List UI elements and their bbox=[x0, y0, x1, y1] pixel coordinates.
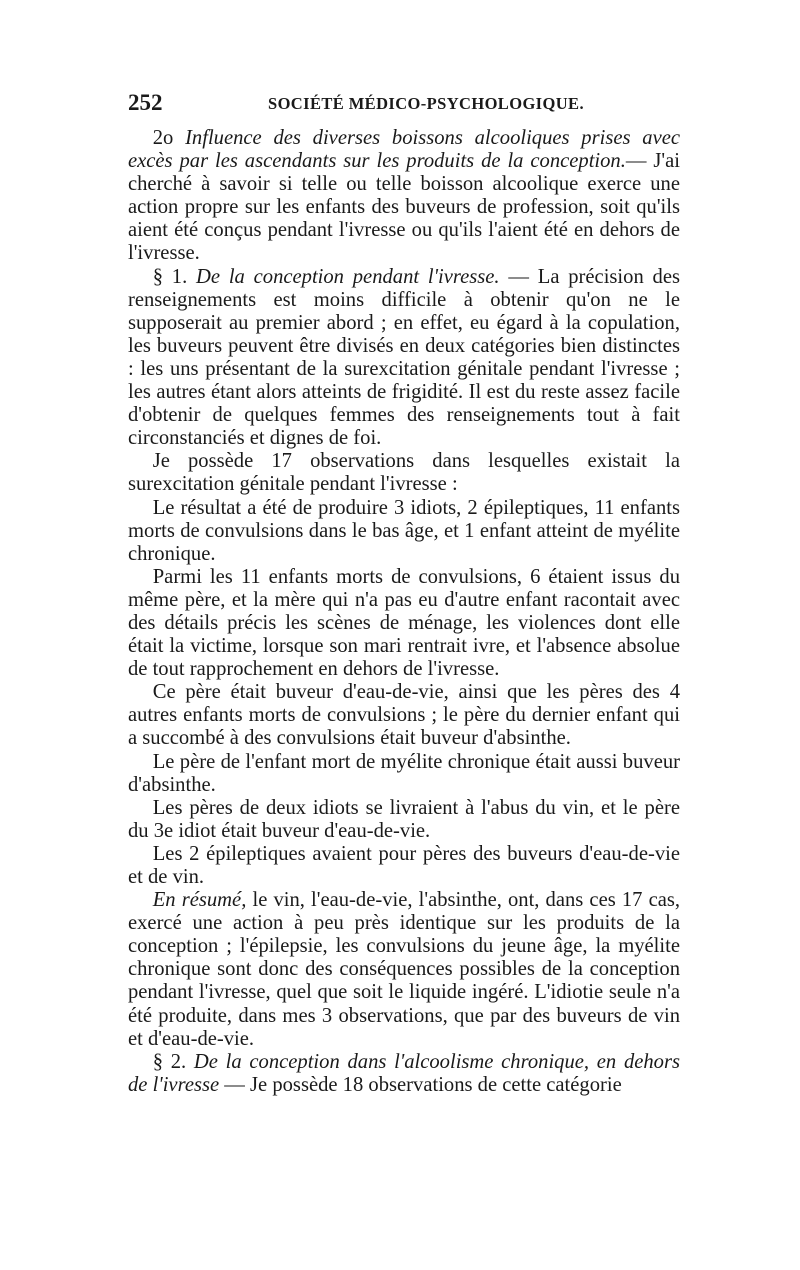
paragraph-resume bbox=[128, 889, 680, 1051]
paragraph-text: — La précision des renseignements est moins difficile à obtenir qu'on ne le supposerait au premier abord ; en effet, eu égard à la copulation, les buveurs peuvent être divisés en deux catégories bien distinctes : les uns présentant de la surexcitation génitale pendant l'ivresse ; les autres étant alors atteints de frigidité. Il est du reste assez facile d'obtenir de quelques femmes des renseignements tout à fait circonstanciés et dignes de foi. bbox=[128, 265, 680, 450]
paragraph-resultat: Le résultat a été de produire 3 idiots, 2 épileptiques, 11 enfants morts de convulsions dans le bas âge, et 1 enfant atteint de myélite chronique. bbox=[128, 496, 680, 565]
paragraph-influence bbox=[128, 127, 680, 266]
subsection-heading: De la conception dans l'alcoolisme chronique, en dehors de l'ivresse bbox=[128, 1050, 680, 1096]
paragraph-idiots: Les pères de deux idiots se livraient à l'abus du vin, et le père du 3e idiot était buveur d'eau-de-vie. bbox=[128, 796, 680, 842]
paragraph-text: le vin, l'eau-de-vie, l'absinthe, ont, dans ces 17 cas, exercé une action à peu près identique sur les produits de la conception ; l'épilepsie, les convulsions du jeune âge, la myélite chronique sont donc des conséquences possibles de la conception pendant l'ivresse, quel que soit le liquide ingéré. L'idiotie seule n'a été produite, dans mes 3 observations, que par des buveurs de vin et d'eau-de-vie. bbox=[128, 889, 681, 1050]
paragraph-alcoolisme-chronique bbox=[128, 1051, 680, 1097]
subsection-number: § 2. bbox=[152, 1050, 194, 1073]
paragraph-convulsions: Parmi les 11 enfants morts de convulsions, 6 étaient issus du même père, et la mère qui n'a pas eu d'autre enfant racontait avec des détails précis les scènes de ménage, les violences dont elle était la victime, lorsque son mari rentrait ivre, et l'absence absolue de tout rapprochement en dehors de l'ivresse. bbox=[128, 565, 680, 681]
body-text bbox=[128, 127, 680, 1097]
paragraph-epileptiques: Les 2 épileptiques avaient pour pères des buveurs d'eau-de-vie et de vin. bbox=[128, 842, 680, 888]
paragraph-observations: Je possède 17 observations dans lesquelles existait la surexcitation génitale pendant l'ivresse : bbox=[128, 450, 680, 496]
subsection-number: § 1. bbox=[152, 265, 197, 288]
page-number: 252 bbox=[128, 90, 163, 115]
section-number: 2o bbox=[152, 127, 186, 149]
paragraph-text: — Je possède 18 observations de cette catégorie bbox=[219, 1073, 622, 1096]
paragraph-text: — J'ai cherché à savoir si telle ou telle boisson alcoolique exerce une action propre sur les enfants des buveurs de profession, soit qu'ils aient été conçus pendant l'ivresse ou qu'ils l'aient été en dehors de l'ivresse. bbox=[128, 150, 680, 265]
paragraph-myelite: Le père de l'enfant mort de myélite chronique était aussi buveur d'absinthe. bbox=[128, 750, 680, 796]
paragraph-conception-ivresse bbox=[128, 266, 680, 451]
resume-lead: En résumé, bbox=[152, 889, 247, 912]
running-title: SOCIÉTÉ MÉDICO-PSYCHOLOGIQUE. bbox=[268, 94, 584, 113]
paragraph-pere-buveur: Ce père était buveur d'eau-de-vie, ainsi que les pères des 4 autres enfants morts de convulsions ; le père du dernier enfant qui a succombé à des convulsions était buveur d'absinthe. bbox=[128, 681, 680, 750]
page-header bbox=[128, 90, 688, 120]
subsection-heading: De la conception pendant l'ivresse. bbox=[196, 265, 500, 288]
section-heading: Influence des diverses boissons alcooliques prises avec excès par les ascendants sur les produits de la conception. bbox=[128, 127, 680, 173]
